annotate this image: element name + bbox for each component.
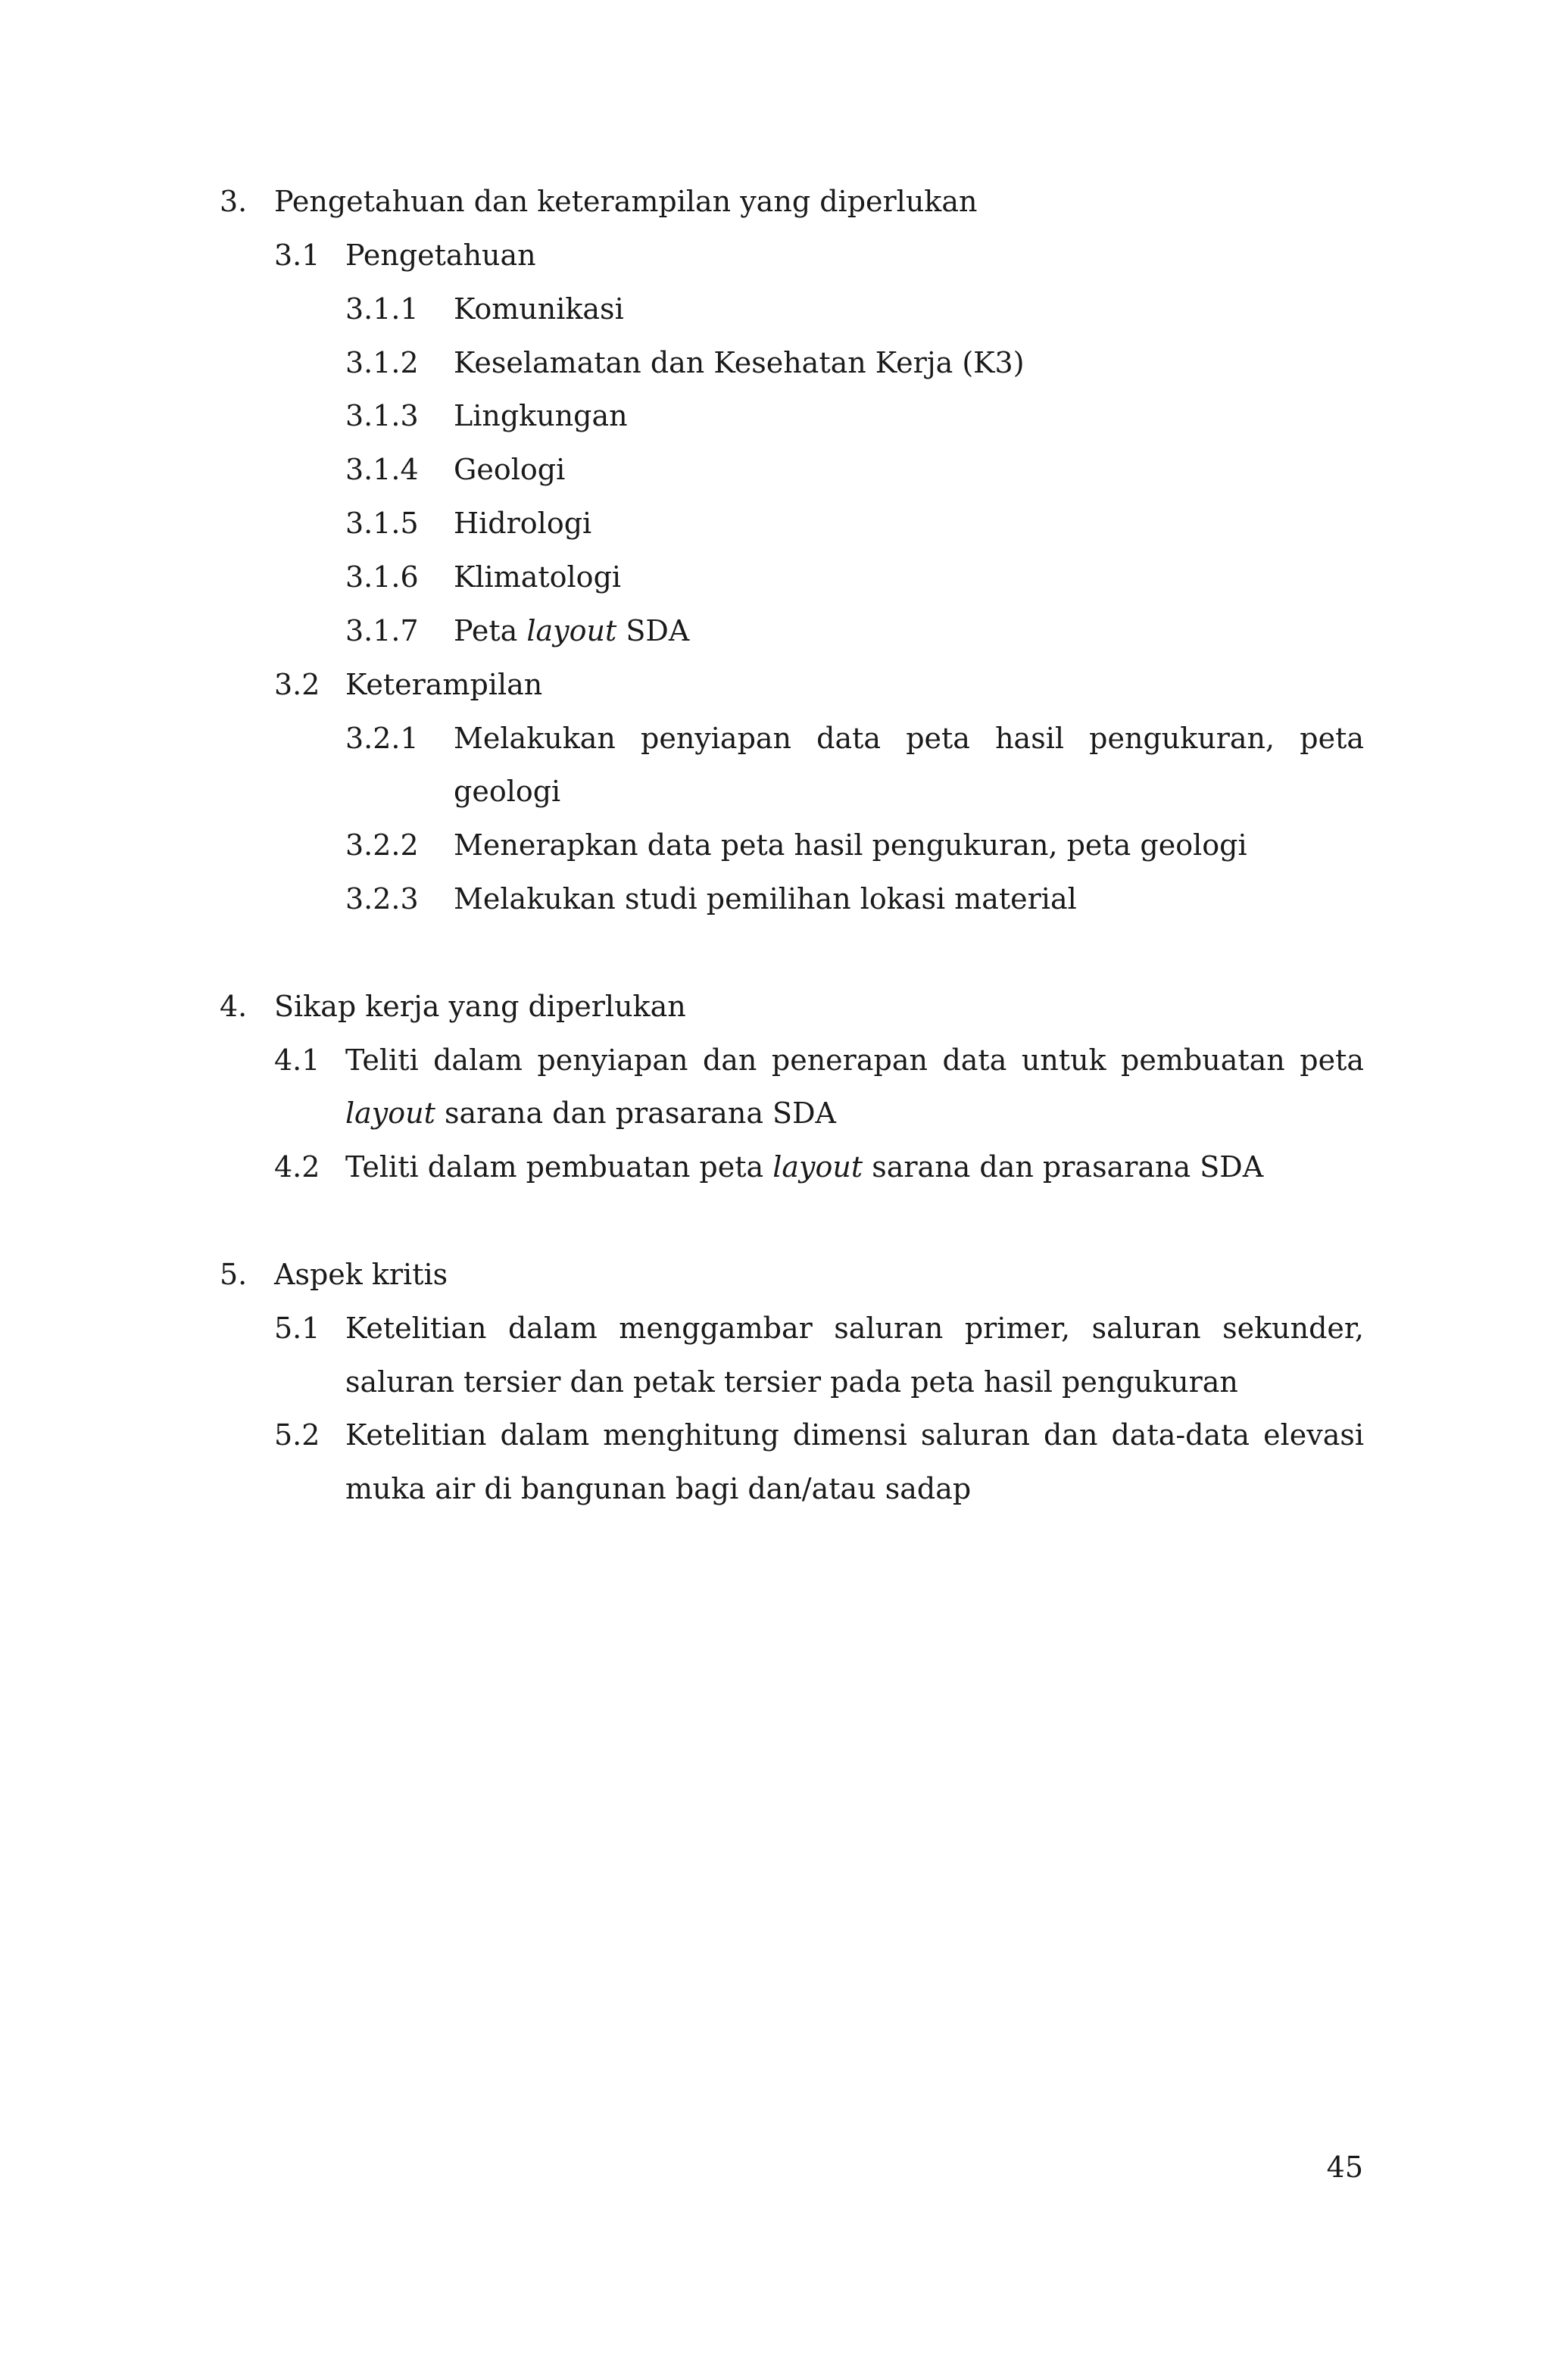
item-text: Teliti dalam pembuatan peta layout sarana dan prasarana SDA xyxy=(345,1150,1264,1184)
item-text: Ketelitian dalam menghitung dimensi saluran dan data-data elevasi xyxy=(345,1418,1364,1452)
item-number: 3.1.4 xyxy=(345,453,419,486)
page-number: 45 xyxy=(1326,2151,1363,2184)
item-number: 3.2.2 xyxy=(345,828,419,862)
item-number: 3.1.3 xyxy=(345,399,419,432)
item-text: Keselamatan dan Kesehatan Kerja (K3) xyxy=(454,346,1025,379)
item-number: 3.1.6 xyxy=(345,560,419,594)
item-number: 3.1.7 xyxy=(345,614,419,647)
item-number: 3.1.1 xyxy=(345,292,419,326)
item-text: Komunikasi xyxy=(454,292,624,326)
item-text: Hidrologi xyxy=(454,507,592,540)
italic-term: layout xyxy=(772,1150,863,1184)
item-number: 3.1.5 xyxy=(345,507,419,540)
item-text: Menerapkan data peta hasil pengukuran, peta geologi xyxy=(454,828,1247,862)
item-number: 4.2 xyxy=(274,1150,320,1184)
item-text: saluran tersier dan petak tersier pada peta hasil pengukuran xyxy=(345,1365,1238,1399)
section-title: Pengetahuan dan keterampilan yang diperlukan xyxy=(274,185,978,218)
item-text: Teliti dalam penyiapan dan penerapan data untuk pembuatan peta xyxy=(345,1043,1364,1077)
section-number: 5. xyxy=(220,1258,248,1291)
subsection-title: Keterampilan xyxy=(345,668,543,701)
item-text: geologi xyxy=(454,775,561,808)
section-title: Sikap kerja yang diperlukan xyxy=(274,990,686,1023)
item-text: Ketelitian dalam menggambar saluran primer, saluran sekunder, xyxy=(345,1312,1364,1345)
italic-term: layout xyxy=(345,1096,435,1130)
item-number: 3.2.1 xyxy=(345,722,419,755)
item-text: layout sarana dan prasarana SDA xyxy=(345,1096,836,1130)
item-number: 5.2 xyxy=(274,1418,320,1452)
item-text: Lingkungan xyxy=(454,399,628,432)
section-number: 3. xyxy=(220,185,248,218)
item-text: Geologi xyxy=(454,453,566,486)
section-number: 4. xyxy=(220,990,248,1023)
subsection-title: Pengetahuan xyxy=(345,239,536,272)
item-text: Peta layout SDA xyxy=(454,614,690,647)
italic-term: layout xyxy=(526,614,617,647)
section-title: Aspek kritis xyxy=(274,1258,448,1291)
subsection-number: 3.1 xyxy=(274,239,320,272)
subsection-number: 3.2 xyxy=(274,668,320,701)
item-number: 3.1.2 xyxy=(345,346,419,379)
item-text: Klimatologi xyxy=(454,560,622,594)
item-number: 4.1 xyxy=(274,1043,320,1077)
item-number: 5.1 xyxy=(274,1312,320,1345)
item-text: muka air di bangunan bagi dan/atau sadap xyxy=(345,1472,972,1505)
item-number: 3.2.3 xyxy=(345,882,419,916)
item-text: Melakukan studi pemilihan lokasi material xyxy=(454,882,1077,916)
item-text: Melakukan penyiapan data peta hasil pengukuran, peta xyxy=(454,722,1364,755)
